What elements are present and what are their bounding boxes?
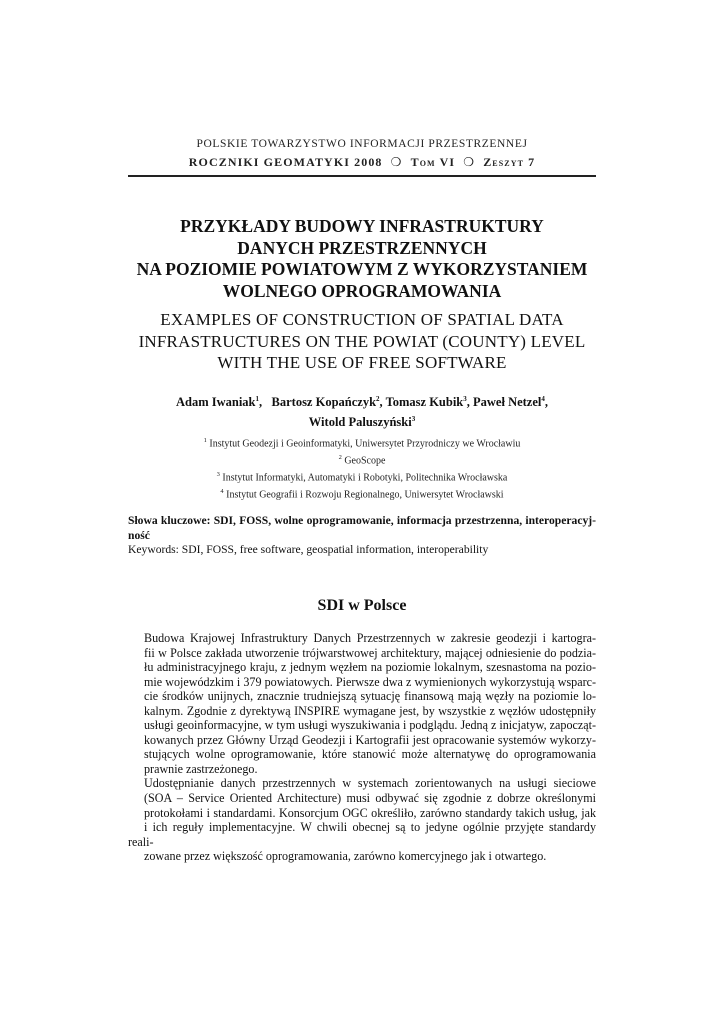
- journal-header: [0, 155, 724, 170]
- author-list: Adam Iwaniak$^1$, Bartosz Kopańczyk$^2$, Tomasz Kubik$^3$, Paweł Netzel$^4$, Witold Paluszyński$^3$: [175, 395, 549, 430]
- affiliation-number: 3: [216, 471, 220, 479]
- society-name: POLSKIE TOWARZYSTWO INFORMACJI PRZESTRZENNEJ: [196, 138, 528, 150]
- text-line: (SOA – Service Oriented Architecture) musi odbywać się zgodnie z dobrze określonymi: [144, 791, 596, 806]
- title-line: NA POZIOMIE POWIATOWYM Z WYKORZYSTANIEM: [136, 259, 588, 279]
- author-affiliation-mark: 1: [255, 395, 260, 403]
- section-heading: SDI w Polsce: [317, 597, 407, 614]
- author-affiliation-mark: 3: [463, 395, 467, 403]
- paragraph: [128, 631, 596, 776]
- journal-name: ROCZNIKI GEOMATYKI 2008: [188, 155, 383, 169]
- title-english: [90, 309, 634, 374]
- text-line: i ich reguły implementacyjne. W chwili obecnej są to jedyne ogólnie przyjęte standardy reali-: [128, 820, 596, 849]
- title-line: WITH THE USE OF FREE SOFTWARE: [217, 353, 507, 372]
- affiliation-number: 2: [338, 454, 342, 462]
- text-line: zowane przez większość oprogramowania, zarówno komercyjnego jak i otwartego.: [144, 849, 547, 864]
- title-line: DANYCH PRZESTRZENNYCH: [237, 237, 487, 258]
- text-line: stujących wolne oprogramowanie, które stanowić może alternatywę do oprogramowania: [144, 747, 596, 762]
- affiliation-list: [120, 434, 604, 502]
- text-line: Udostępnianie danych przestrzennych w systemach zorientowanych na usługi sieciowe: [144, 776, 596, 791]
- article-body: [128, 631, 596, 864]
- affiliation-item: [120, 434, 604, 451]
- keywords-english: Keywords: SDI, FOSS, free software, geospatial information, interoperability: [128, 543, 489, 556]
- circle-separator-icon: ❍: [390, 155, 403, 169]
- title-line: PRZYKŁADY BUDOWY INFRASTRUKTURY: [180, 216, 544, 236]
- affiliation-number: 4: [220, 488, 224, 496]
- affiliation-text: GeoScope: [344, 455, 386, 467]
- text-line: kowanych przez Główny Urząd Geodezji i Kartografii jest opracowanie systemów wykorzy-: [144, 732, 596, 747]
- text-line: łu administracyjnego kraju, z jednym węzłem na poziomie lokalnym, szesnastoma na pozio-: [144, 660, 596, 675]
- author-name: Paweł Netzel: [473, 395, 542, 410]
- author-name: Tomasz Kubik: [385, 395, 464, 410]
- header-rule: [128, 175, 596, 177]
- affiliation-item: [120, 451, 604, 468]
- author-affiliation-mark: 2: [376, 395, 380, 403]
- author-name: Witold Paluszyński: [308, 415, 412, 430]
- text-line: protokołami i standardami. Konsorcjum OGC określiło, zarówno standardy takich usług, jak: [144, 805, 596, 820]
- text-line: mie wojewódzkim i 379 powiatowych. Pierwsze dwa z wymienionych wykorzystują wsparc-: [144, 674, 596, 689]
- text-line: fii w Polsce zakłada utworzenie trójwarstwowej architektury, mającej odniesienie do podzia-: [144, 645, 596, 660]
- title-line: WOLNEGO OPROGRAMOWANIA: [222, 280, 502, 301]
- author-name: Bartosz Kopańczyk: [271, 395, 377, 410]
- affiliation-item: [120, 485, 604, 502]
- text-line: kalnym. Zgodnie z dyrektywą INSPIRE wymagane jest, by wszystkie z węzłów udostępniły: [144, 703, 596, 718]
- title-polish: [90, 216, 634, 302]
- affiliation-item: [120, 468, 604, 485]
- author-affiliation-mark: 3: [411, 415, 416, 424]
- text-line: prawnie zastrzeżonego.: [144, 761, 258, 776]
- affiliation-number: 1: [203, 437, 207, 444]
- text-line: Budowa Krajowej Infrastruktury Danych Przestrzennych w zakresie geodezji i kartogra-: [144, 631, 596, 645]
- title-line: INFRASTRUCTURES ON THE POWIAT (COUNTY) LEVEL: [138, 331, 586, 351]
- author-name: Adam Iwaniak: [175, 395, 256, 410]
- keywords-polish: Słowa kluczowe: SDI, FOSS, wolne oprogramowanie, informacja przestrzenna, interoperacyj-ność: [128, 514, 596, 542]
- text-line: usługi geoinformacyjne, w tym usługi wyszukiwania i podglądu. Jedną z inicjatyw, zapocząt-: [144, 718, 596, 733]
- affiliation-text: Instytut Informatyki, Automatyki i Robotyki, Politechnika Wrocławska: [222, 472, 508, 484]
- issue-label: Zeszyt 7: [483, 155, 536, 169]
- author-affiliation-mark: 4: [541, 395, 545, 403]
- circle-separator-icon: ❍: [463, 155, 476, 169]
- affiliation-text: Instytut Geografii i Rozwoju Regionalnego, Uniwersytet Wrocławski: [226, 489, 504, 501]
- paragraph: [128, 776, 596, 863]
- text-line: cie środków unijnych, znacznie trudniejszą sytuację finansową mają węzły na poziomie lo-: [144, 689, 596, 704]
- title-line: EXAMPLES OF CONSTRUCTION OF SPATIAL DATA: [160, 310, 564, 329]
- keywords-block: [128, 514, 596, 558]
- volume-label: Tom VI: [410, 155, 456, 169]
- affiliation-text: Instytut Geodezji i Geoinformatyki, Uniwersytet Przyrodniczy we Wrocławiu: [209, 438, 521, 450]
